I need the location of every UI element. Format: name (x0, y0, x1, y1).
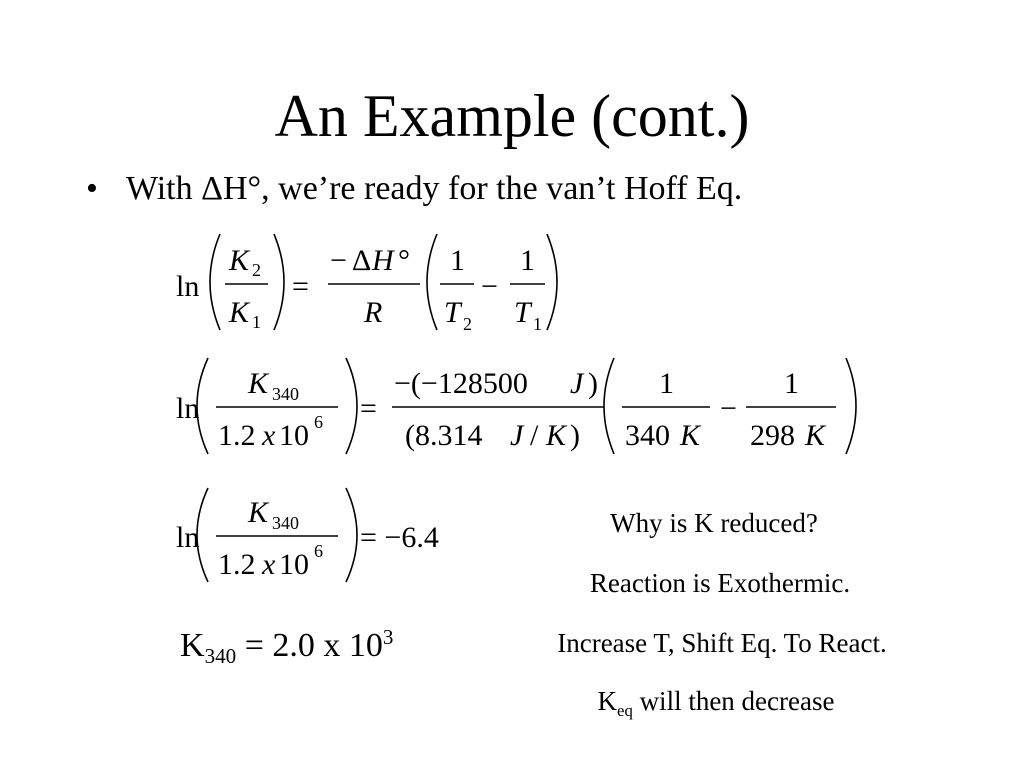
k-subscript: 340 (272, 513, 299, 533)
k-symbol: K (248, 367, 269, 400)
keq-subscript: eq (617, 700, 633, 720)
k-symbol: K (180, 627, 205, 664)
t1-subscript: 1 (533, 314, 542, 334)
denominator-base: 10 (279, 548, 309, 581)
result-value: = 2.0 x 10 (236, 627, 383, 664)
denominator-coefficient: 1.2 (218, 419, 256, 452)
t2-symbol: T (444, 296, 461, 329)
bullet-marker: • (86, 170, 98, 207)
joule-unit: J (510, 419, 524, 452)
gas-constant-symbol: R (364, 296, 383, 329)
keq-text: will then decrease (632, 686, 835, 716)
denominator-coefficient: 1.2 (218, 548, 256, 581)
right-paren (346, 488, 357, 582)
note-question: Why is K reduced? (610, 508, 818, 538)
denominator-base: 10 (279, 419, 309, 452)
enthalpy-symbol: H (372, 244, 394, 277)
t2-subscript: 2 (463, 314, 472, 334)
delta-symbol: Δ (352, 244, 372, 277)
bullet-text: With ΔH°, we’re ready for the van’t Hoff Eq. (126, 170, 743, 207)
result-value: = −6.4 (360, 521, 439, 554)
k1-symbol: K (229, 296, 250, 329)
k2-subscript: 2 (252, 260, 261, 280)
k-subscript: 340 (204, 644, 237, 669)
note-shift: Increase T, Shift Eq. To React. (557, 628, 887, 658)
final-result (180, 624, 393, 668)
note-exothermic: Reaction is Exothermic. (589, 568, 851, 598)
kelvin-unit: K (680, 419, 701, 452)
degree-symbol: ° (398, 244, 410, 277)
joule-unit: J (570, 367, 584, 400)
slide-title: An Example (cont.) (274, 83, 750, 149)
equals-sign: = (360, 392, 377, 425)
ln-label: ln (176, 392, 200, 425)
note-keq (496, 684, 936, 718)
times-symbol: x (262, 419, 276, 452)
minus-sign: − (481, 270, 498, 303)
ln-label: ln (176, 270, 200, 303)
k-symbol: K (248, 496, 269, 529)
close-paren: ) (570, 419, 580, 452)
temperature-value: 340 (625, 419, 670, 452)
slash: / (530, 419, 539, 452)
numerator-one: 1 (520, 244, 535, 277)
temperature-value: 298 (750, 419, 795, 452)
denominator-exponent: 6 (314, 541, 323, 561)
k-subscript: 340 (272, 384, 299, 404)
kelvin-unit: K (546, 419, 567, 452)
numerator-one: 1 (450, 244, 465, 277)
keq-symbol: K (597, 686, 618, 716)
numerator-one: 1 (784, 367, 799, 400)
k2-symbol: K (229, 244, 250, 277)
close-paren: ) (588, 367, 598, 400)
result-exponent: 3 (382, 625, 394, 650)
minus-sign: − (330, 244, 347, 277)
minus-sign: − (720, 392, 737, 425)
gas-constant-value: (8.314 (405, 419, 483, 452)
numerator-one: 1 (659, 367, 674, 400)
times-symbol: x (262, 548, 276, 581)
t1-symbol: T (514, 296, 531, 329)
kelvin-unit: K (805, 419, 826, 452)
ln-label: ln (176, 521, 200, 554)
denominator-exponent: 6 (314, 412, 323, 432)
numerator-value: −(−128500 (394, 367, 528, 400)
equals-sign: = (292, 270, 309, 303)
k1-subscript: 1 (252, 312, 261, 332)
